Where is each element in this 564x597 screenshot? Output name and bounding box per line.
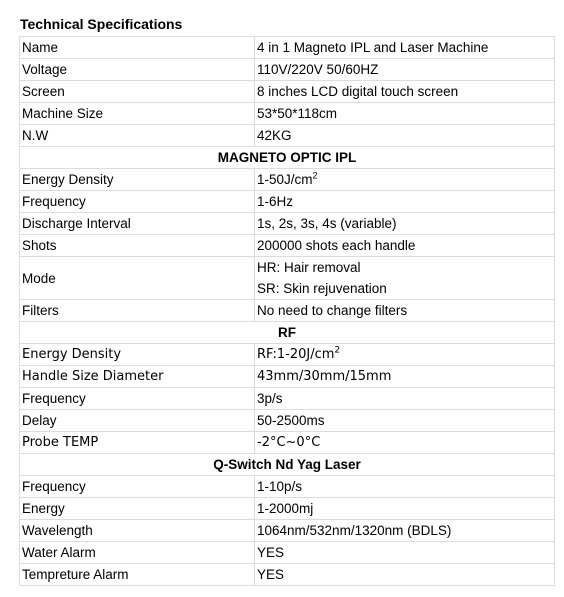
- table-row: [20, 213, 555, 235]
- section-heading-laser: Q-Switch Nd Yag Laser: [20, 454, 555, 476]
- spec-value: 3p/s: [255, 388, 555, 410]
- spec-key: Discharge Interval: [20, 213, 255, 235]
- spec-value: YES: [255, 542, 555, 564]
- spec-value: 1064nm/532nm/1320nm (BDLS): [255, 520, 555, 542]
- spec-value: [255, 344, 555, 366]
- table-row: [20, 125, 555, 147]
- spec-table: [19, 36, 555, 586]
- spec-value: 1-10p/s: [255, 476, 555, 498]
- table-row: [20, 235, 555, 257]
- table-row: [20, 169, 555, 191]
- spec-value: 200000 shots each handle: [255, 235, 555, 257]
- spec-key: Voltage: [20, 59, 255, 81]
- table-row: [20, 103, 555, 125]
- spec-value: YES: [255, 564, 555, 586]
- table-row: [20, 37, 555, 59]
- spec-key: Energy: [20, 498, 255, 520]
- spec-key: Name: [20, 37, 255, 59]
- spec-value: 1s, 2s, 3s, 4s (variable): [255, 213, 555, 235]
- table-row: [20, 59, 555, 81]
- spec-key: Water Alarm: [20, 542, 255, 564]
- spec-key: Wavelength: [20, 520, 255, 542]
- spec-value: 110V/220V 50/60HZ: [255, 59, 555, 81]
- table-row: [20, 542, 555, 564]
- spec-value: 4 in 1 Magneto IPL and Laser Machine: [255, 37, 555, 59]
- spec-value: 43mm/30mm/15mm: [255, 366, 555, 388]
- spec-value: 50-2500ms: [255, 410, 555, 432]
- spec-value: 42KG: [255, 125, 555, 147]
- spec-key: N.W: [20, 125, 255, 147]
- table-row: [20, 81, 555, 103]
- spec-key: Screen: [20, 81, 255, 103]
- table-row: [20, 520, 555, 542]
- spec-value: 8 inches LCD digital touch screen: [255, 81, 555, 103]
- spec-value: [255, 257, 555, 300]
- section-heading-row: [20, 322, 555, 344]
- spec-key: Machine Size: [20, 103, 255, 125]
- spec-key: Probe TEMP: [20, 432, 255, 454]
- spec-key: Frequency: [20, 191, 255, 213]
- mode-line: SR: Skin rejuvenation: [257, 281, 387, 296]
- table-row: [20, 564, 555, 586]
- spec-value: No need to change filters: [255, 300, 555, 322]
- page-title: Technical Specifications: [20, 16, 183, 32]
- energy-value: RF:1-20J/cm: [257, 347, 335, 362]
- table-row: [20, 410, 555, 432]
- table-row: [20, 366, 555, 388]
- spec-key: Delay: [20, 410, 255, 432]
- section-heading-row: [20, 147, 555, 169]
- spec-value: [255, 169, 555, 191]
- table-row: [20, 191, 555, 213]
- spec-key: Shots: [20, 235, 255, 257]
- table-row: [20, 498, 555, 520]
- section-heading-rf: RF: [20, 322, 555, 344]
- spec-key: Filters: [20, 300, 255, 322]
- spec-value: 1-6Hz: [255, 191, 555, 213]
- spec-key: Tempreture Alarm: [20, 564, 255, 586]
- section-heading-row: [20, 454, 555, 476]
- table-row: [20, 432, 555, 454]
- spec-key: Handle Size Diameter: [20, 366, 255, 388]
- spec-value: 1-2000mj: [255, 498, 555, 520]
- mode-line: HR: Hair removal: [257, 260, 361, 275]
- spec-key: Frequency: [20, 476, 255, 498]
- spec-key: Energy Density: [20, 169, 255, 191]
- spec-key: Energy Density: [20, 344, 255, 366]
- superscript: 2: [334, 345, 341, 356]
- table-row: [20, 344, 555, 366]
- table-row: [20, 300, 555, 322]
- energy-value: 1-50J/cm: [257, 172, 313, 187]
- spec-key: Mode: [20, 257, 255, 300]
- spec-value: 53*50*118cm: [255, 103, 555, 125]
- table-row: [20, 257, 555, 300]
- spec-value: -2°C~0°C: [255, 432, 555, 454]
- spec-key: Frequency: [20, 388, 255, 410]
- section-heading-ipl: MAGNETO OPTIC IPL: [20, 147, 555, 169]
- table-row: [20, 476, 555, 498]
- superscript: 2: [312, 170, 318, 181]
- table-row: [20, 388, 555, 410]
